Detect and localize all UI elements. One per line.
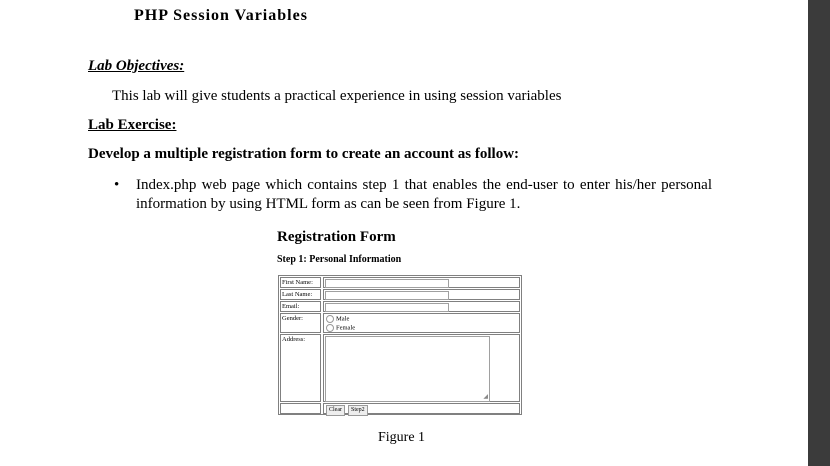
buttons-empty-cell (280, 403, 321, 414)
email-label: Email: (280, 301, 321, 312)
last-name-input[interactable] (325, 291, 449, 300)
task-description: Develop a multiple registration form to create an account as follow: (88, 146, 520, 162)
gender-option-female[interactable] (326, 324, 355, 332)
female-label: Female (336, 324, 356, 332)
document-title: PHP Session Variables (134, 7, 308, 24)
first-name-cell (323, 277, 520, 288)
address-label: Address: (280, 334, 321, 402)
first-name-label: First Name: (280, 277, 321, 288)
radio-female-icon[interactable] (326, 324, 334, 332)
gender-row (280, 313, 520, 333)
figure-caption: Figure 1 (378, 430, 426, 445)
address-row (280, 334, 520, 402)
gender-label: Gender: (280, 313, 321, 333)
address-cell (323, 334, 520, 402)
first-name-input[interactable] (325, 279, 449, 288)
vertical-scrollbar[interactable] (808, 0, 830, 466)
exercise-heading: Lab Exercise: (88, 117, 177, 133)
last-name-row (280, 289, 520, 300)
registration-form-figure (278, 275, 522, 415)
step2-button[interactable]: Step2 (348, 405, 368, 416)
address-textarea[interactable] (325, 336, 490, 402)
resize-grip-icon[interactable]: ◢ (483, 394, 488, 400)
clear-button[interactable]: Clear (326, 405, 345, 416)
gender-cell (323, 313, 520, 333)
radio-male-icon[interactable] (326, 315, 334, 323)
buttons-cell (323, 403, 520, 414)
bullet-icon: • (114, 177, 120, 193)
objectives-text: This lab will give students a practical experience in using session variables (112, 88, 562, 104)
first-name-row (280, 277, 520, 288)
objectives-heading: Lab Objectives: (88, 58, 185, 74)
email-input[interactable] (325, 303, 449, 312)
step-title: Step 1: Personal Information (277, 254, 402, 265)
male-label: Male (336, 315, 350, 323)
gender-option-male[interactable] (326, 315, 349, 323)
bullet-text: Index.php web page which contains step 1 that enables the end-user to enter his/her personal information by using HTML form as can be seen from Figure 1. (136, 177, 712, 212)
email-cell (323, 301, 520, 312)
last-name-label: Last Name: (280, 289, 321, 300)
form-title: Registration Form (277, 229, 396, 245)
email-row (280, 301, 520, 312)
buttons-row (280, 403, 520, 414)
last-name-cell (323, 289, 520, 300)
